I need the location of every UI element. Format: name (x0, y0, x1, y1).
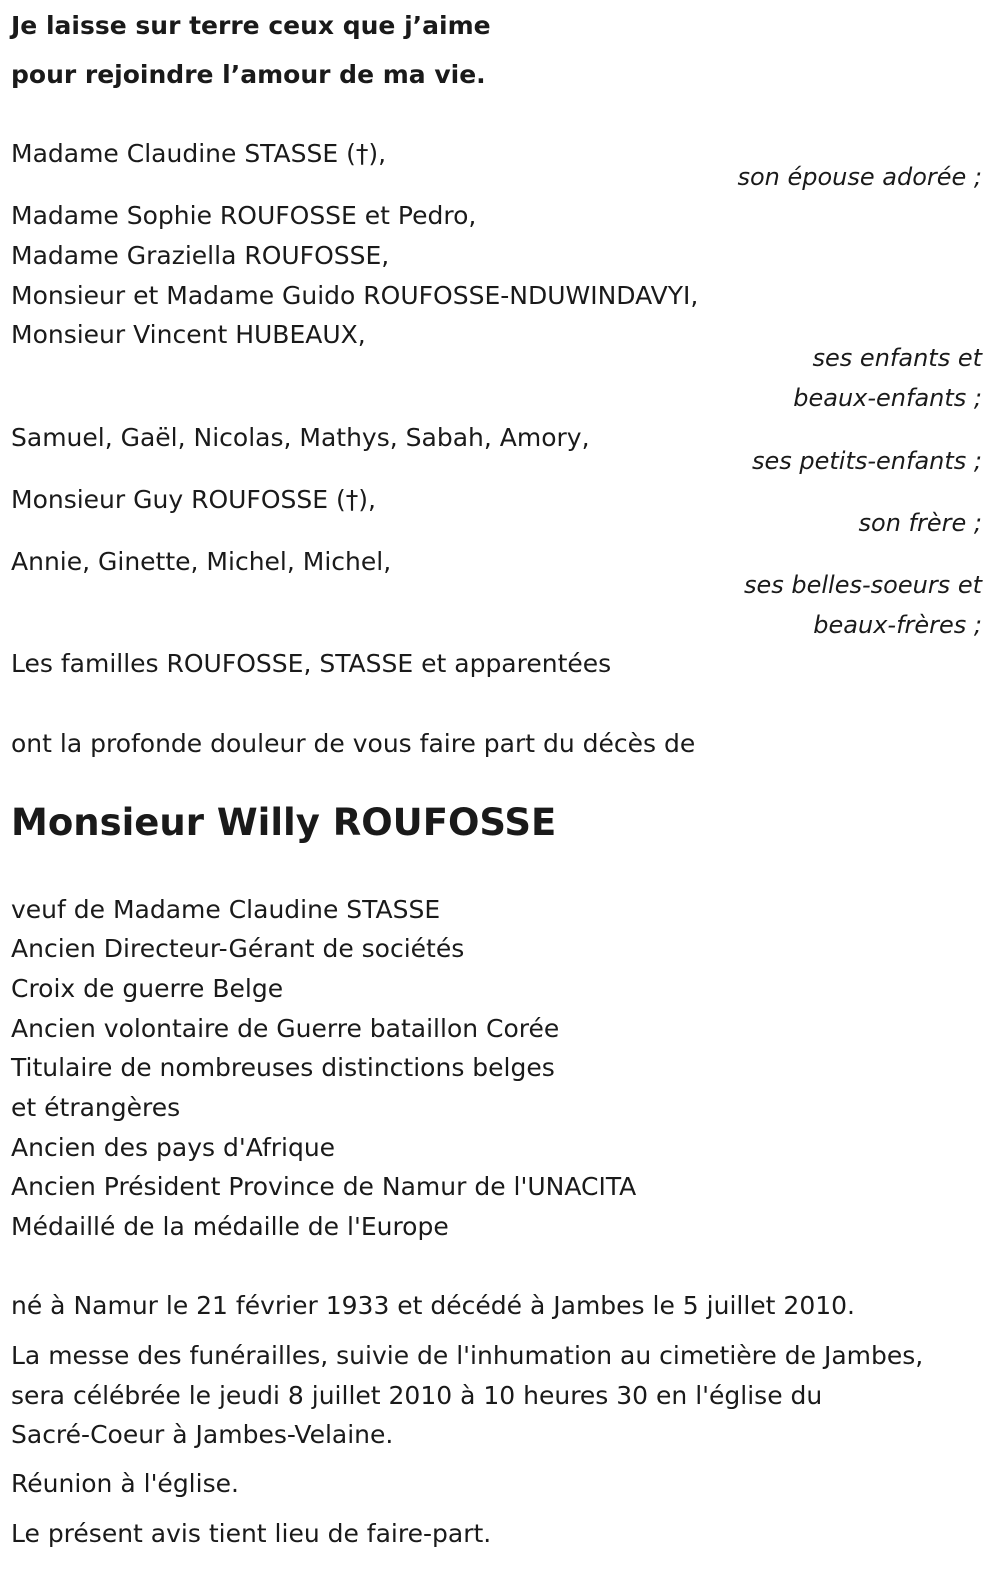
child-name: Madame Graziella ROUFOSSE, (11, 241, 390, 270)
reunion-line: Réunion à l'église. (11, 1469, 239, 1498)
notice-line: Le présent avis tient lieu de faire-part. (11, 1519, 492, 1548)
in-laws-relation-line-1: ses belles-soeurs et (743, 571, 982, 599)
title-line: veuf de Madame Claudine STASSE (11, 895, 441, 924)
child-name: Madame Sophie ROUFOSSE et Pedro, (11, 201, 477, 230)
brother-name: Monsieur Guy ROUFOSSE (†), (11, 485, 376, 514)
in-laws-names: Annie, Ginette, Michel, Michel, (11, 547, 392, 576)
title-line: Ancien des pays d'Afrique (11, 1133, 336, 1162)
child-name: Monsieur Vincent HUBEAUX, (11, 320, 366, 349)
children-relation-line-1: ses enfants et (812, 344, 982, 372)
title-line: Ancien Directeur-Gérant de sociétés (11, 934, 465, 963)
spouse-name: Madame Claudine STASSE (†), (11, 139, 387, 168)
epitaph-line-2: pour rejoindre l’amour de ma vie. (11, 60, 486, 89)
title-line: Médaillé de la médaille de l'Europe (11, 1212, 449, 1241)
spouse-relation: son épouse adorée ; (737, 163, 982, 191)
title-line: Titulaire de nombreuses distinctions belges (11, 1053, 555, 1082)
children-relation-line-2: beaux-enfants ; (793, 384, 982, 412)
funeral-line: sera célébrée le jeudi 8 juillet 2010 à 10 heures 30 en l'église du (11, 1381, 823, 1410)
funeral-line: Sacré-Coeur à Jambes-Velaine. (11, 1420, 394, 1449)
deceased-name: Monsieur Willy ROUFOSSE (11, 801, 557, 844)
families-line: Les familles ROUFOSSE, STASSE et apparentées (11, 649, 612, 678)
child-name: Monsieur et Madame Guido ROUFOSSE-NDUWINDAVYI, (11, 281, 699, 310)
grandchildren-relation: ses petits-enfants ; (751, 447, 982, 475)
title-line: Ancien Président Province de Namur de l'UNACITA (11, 1172, 637, 1201)
brother-relation: son frère ; (858, 509, 982, 537)
in-laws-relation-line-2: beaux-frères ; (813, 611, 982, 639)
title-line: et étrangères (11, 1093, 181, 1122)
title-line: Croix de guerre Belge (11, 974, 284, 1003)
grandchildren-names: Samuel, Gaël, Nicolas, Mathys, Sabah, Amory, (11, 423, 590, 452)
funeral-line: La messe des funérailles, suivie de l'inhumation au cimetière de Jambes, (11, 1341, 924, 1370)
announcement-text: ont la profonde douleur de vous faire part du décès de (11, 729, 696, 758)
epitaph-line-1: Je laisse sur terre ceux que j’aime (11, 11, 491, 40)
title-line: Ancien volontaire de Guerre bataillon Corée (11, 1014, 560, 1043)
birth-death-line: né à Namur le 21 février 1933 et décédé à Jambes le 5 juillet 2010. (11, 1291, 855, 1320)
